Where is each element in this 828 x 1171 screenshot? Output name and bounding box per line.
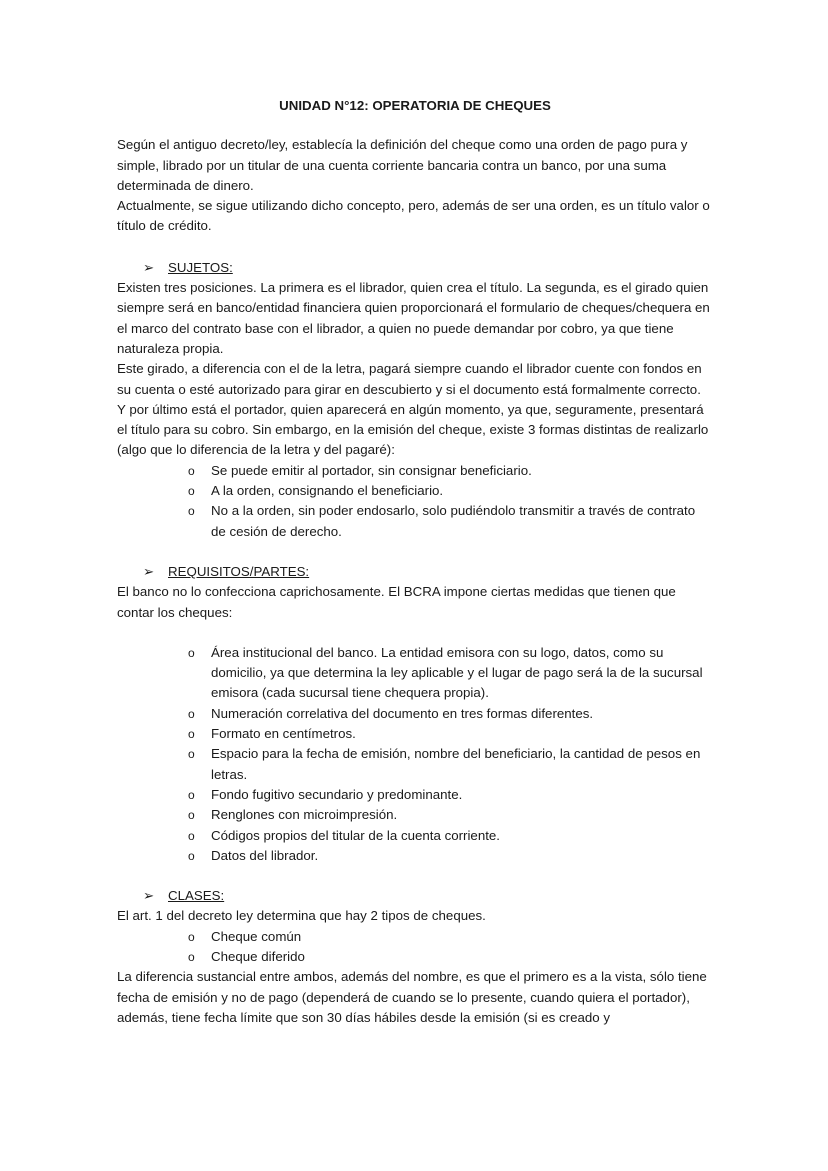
circle-bullet-icon: o [188, 463, 195, 478]
circle-bullet-icon: o [188, 747, 195, 762]
arrow-bullet-icon: ➢ [143, 888, 155, 904]
body-paragraph: La diferencia sustancial entre ambos, además del nombre, es que el primero es a la vista, sólo tiene fecha de emisión y no de pago (dependerá de cuando se lo presente, cuando quiera el portador), además, tiene fecha límite que son 30 días hábiles desde la emisión (si es creado y [117, 969, 707, 1025]
body-paragraph: El banco no lo confecciona caprichosamente. El BCRA impone ciertas medidas que tienen que contar los cheques: [117, 584, 676, 620]
document-title: UNIDAD N°12: OPERATORIA DE CHEQUES [279, 98, 551, 113]
section-heading-sujetos [117, 258, 713, 278]
bullet-list [117, 927, 713, 968]
list-item [117, 846, 713, 866]
list-item [117, 826, 713, 846]
arrow-bullet-icon: ➢ [143, 563, 155, 579]
body-paragraph: El art. 1 del decreto ley determina que hay 2 tipos de cheques. [117, 908, 486, 924]
body-paragraph: Existen tres posiciones. La primera es el librador, quien crea el título. La segunda, es el girado quien siempre será en banco/entidad financiera quien proporcionará el formulario de cheques/chequera en el marco del contrato base con el librador, a quien no puede demandar por cobro, ya que tiene naturaleza propia. [117, 280, 710, 356]
list-item-text: Cheque diferido [211, 948, 305, 964]
circle-bullet-icon: o [188, 727, 195, 742]
section-heading-label: SUJETOS: [168, 259, 233, 275]
circle-bullet-icon: o [188, 929, 195, 944]
circle-bullet-icon: o [188, 787, 195, 802]
section-heading-label: REQUISITOS/PARTES: [168, 563, 310, 579]
body-paragraph: Y por último está el portador, quien aparecerá en algún momento, ya que, seguramente, presentará el título para su cobro. Sin embargo, en la emisión del cheque, existe 3 formas distintas de realizarlo (algo que lo diferencia de la letra y del pagaré): [117, 401, 709, 458]
list-item-text: Se puede emitir al portador, sin consignar beneficiario. [211, 462, 532, 478]
list-item-text: Espacio para la fecha de emisión, nombre del beneficiario, la cantidad de pesos en letras. [211, 746, 701, 782]
circle-bullet-icon: o [188, 848, 195, 863]
section-heading-requisitos [117, 562, 713, 582]
list-item [117, 704, 713, 724]
section-heading-clases [117, 886, 713, 906]
section-heading-label: CLASES: [168, 888, 225, 904]
list-item [117, 724, 713, 744]
list-item-text: No a la orden, sin poder endosarlo, solo pudiéndolo transmitir a través de contrato de cesión de derecho. [211, 503, 696, 539]
list-item-text: A la orden, consignando el beneficiario. [211, 483, 444, 499]
bullet-list [117, 461, 713, 542]
list-item [117, 744, 713, 785]
body-paragraph: Este girado, a diferencia con el de la letra, pagará siempre cuando el librador cuente con fondos en su cuenta o esté autorizado para girar en descubierto y si el documento está formalmente correcto. [117, 361, 702, 397]
list-item [117, 501, 713, 542]
list-item [117, 461, 713, 481]
circle-bullet-icon: o [188, 828, 195, 843]
list-item [117, 643, 713, 704]
list-item [117, 785, 713, 805]
document-body [117, 96, 713, 1028]
list-item-text: Numeración correlativa del documento en tres formas diferentes. [211, 705, 594, 721]
list-item [117, 927, 713, 947]
list-item-text: Fondo fugitivo secundario y predominante. [211, 786, 463, 802]
circle-bullet-icon: o [188, 706, 195, 721]
bullet-list [117, 643, 713, 866]
circle-bullet-icon: o [188, 808, 195, 823]
blank-line [117, 623, 713, 643]
list-item-text: Códigos propios del titular de la cuenta corriente. [211, 827, 501, 843]
list-item-text: Área institucional del banco. La entidad emisora con su logo, datos, como su domicilio, ya que determina la ley aplicable y el lugar de pago será la de la sucursal emisora (cada sucursal tiene chequera propia). [211, 644, 703, 701]
list-item [117, 805, 713, 825]
list-item-text: Datos del librador. [211, 847, 319, 863]
circle-bullet-icon: o [188, 645, 195, 660]
intro-paragraph: Según el antiguo decreto/ley, establecía la definición del cheque como una orden de pago pura y simple, librado por un titular de una cuenta corriente bancaria contra un banco, por una suma determinada de dinero. [117, 137, 688, 193]
intro-paragraph: Actualmente, se sigue utilizando dicho concepto, pero, además de ser una orden, es un título valor o título de crédito. [117, 198, 710, 234]
circle-bullet-icon: o [188, 504, 195, 519]
arrow-bullet-icon: ➢ [143, 259, 155, 275]
list-item-text: Renglones con microimpresión. [211, 807, 398, 823]
list-item [117, 947, 713, 967]
list-item [117, 481, 713, 501]
circle-bullet-icon: o [188, 949, 195, 964]
circle-bullet-icon: o [188, 484, 195, 499]
list-item-text: Formato en centímetros. [211, 726, 356, 742]
list-item-text: Cheque común [211, 928, 302, 944]
